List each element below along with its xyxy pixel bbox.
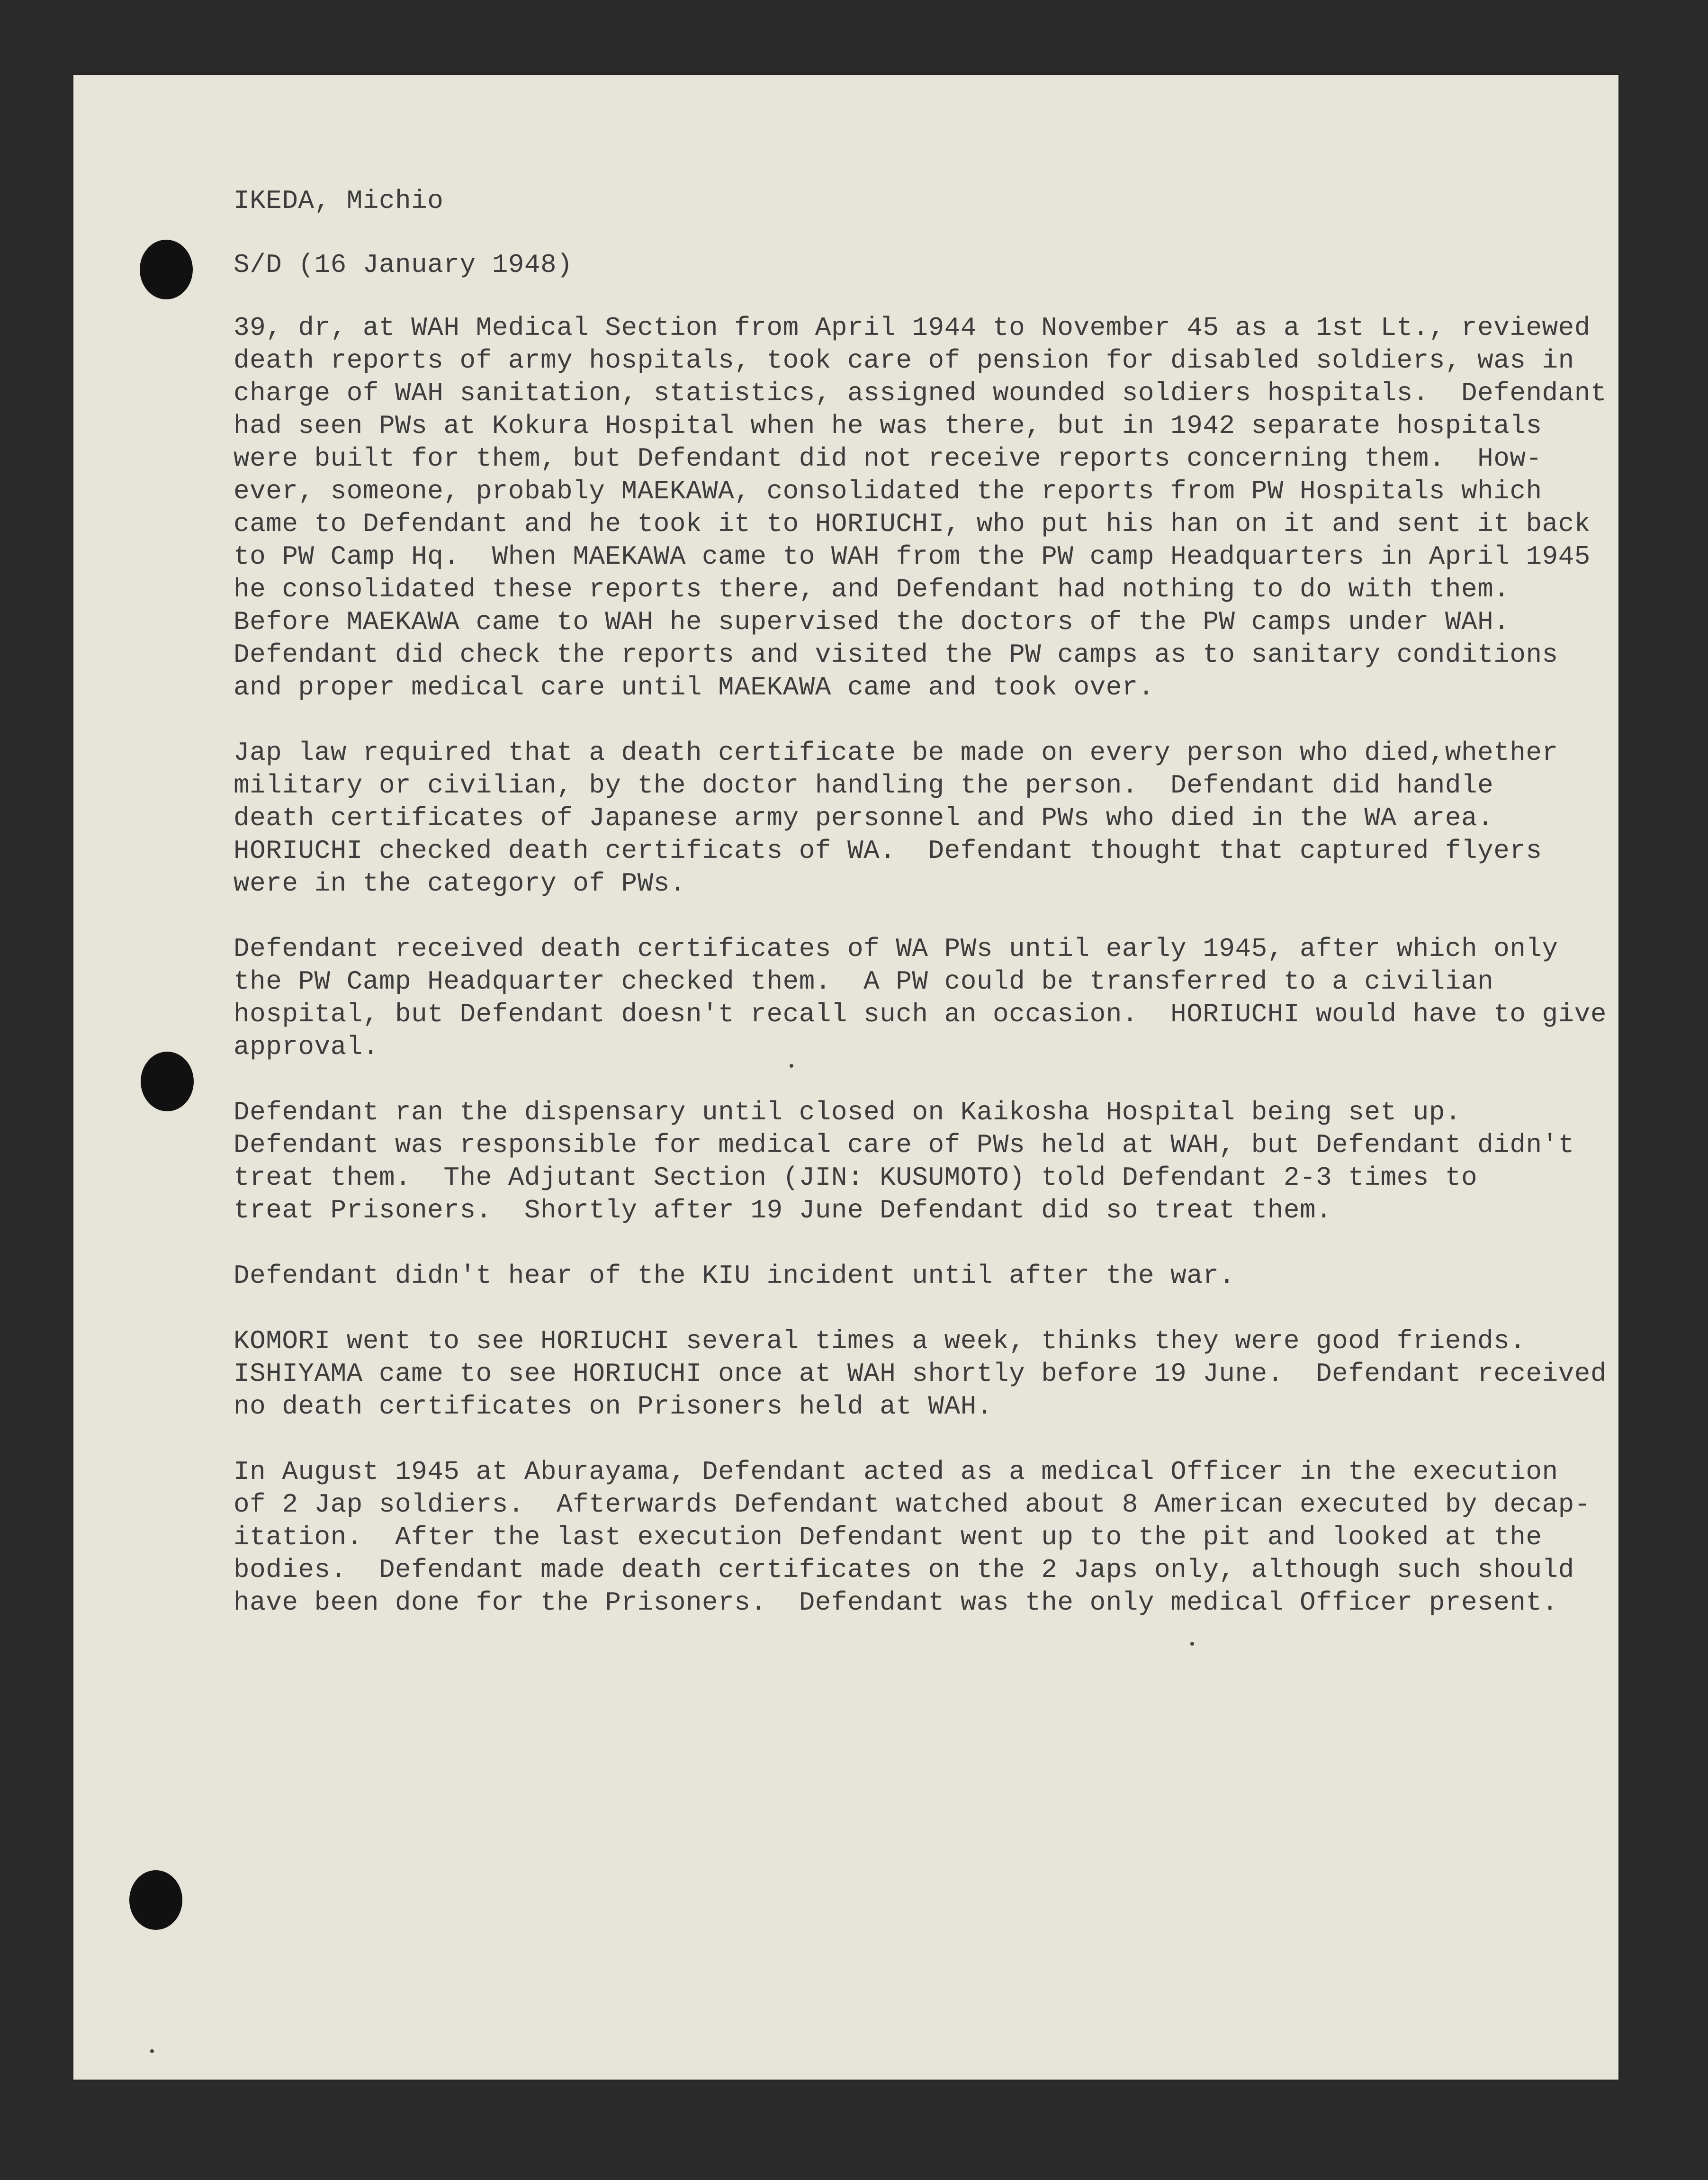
statement-paragraph: [234, 1456, 1598, 1619]
typed-text-body: [234, 185, 1607, 1652]
paper-speck: [150, 2049, 154, 2053]
text-line: HORIUCHI checked death certificats of WA. Defendant thought that captured flyers: [234, 836, 1542, 866]
text-line: treat them. The Adjutant Section (JIN: KUSUMOTO) told Defendant 2-3 times to: [234, 1162, 1478, 1193]
text-line: In August 1945 at Aburayama, Defendant acted as a medical Officer in the execution: [234, 1457, 1558, 1487]
text-line: ISHIYAMA came to see HORIUCHI once at WAH shortly before 19 June. Defendant received: [234, 1359, 1607, 1389]
text-line: Before MAEKAWA came to WAH he supervised the doctors of the PW camps under WAH.: [234, 607, 1510, 637]
statement-paragraph: [234, 1325, 1607, 1423]
text-line: treat Prisoners. Shortly after 19 June Defendant did so treat them.: [234, 1195, 1332, 1225]
text-line: Defendant didn't hear of the KIU incident until after the war.: [234, 1261, 1235, 1291]
text-line: no death certificates on Prisoners held at WAH.: [234, 1391, 993, 1422]
text-line: of 2 Jap soldiers. Afterwards Defendant watched about 8 American executed by decap-: [234, 1489, 1591, 1520]
text-line: to PW Camp Hq. When MAEKAWA came to WAH from the PW camp Headquarters in April 1945: [234, 541, 1591, 572]
punch-hole: [141, 1052, 194, 1111]
text-line: approval.: [234, 1032, 379, 1062]
text-line: ever, someone, probably MAEKAWA, consolidated the reports from PW Hospitals which: [234, 476, 1542, 506]
text-line: Defendant did check the reports and visited the PW camps as to sanitary conditions: [234, 640, 1558, 670]
text-line: Defendant ran the dispensary until closed on Kaikosha Hospital being set up.: [234, 1097, 1462, 1127]
text-line: 39, dr, at WAH Medical Section from April 1944 to November 45 as a 1st Lt., reviewed: [234, 313, 1591, 343]
punch-hole: [129, 1870, 182, 1930]
text-line: military or civilian, by the doctor handling the person. Defendant did handle: [234, 770, 1494, 801]
text-line: death reports of army hospitals, took care of pension for disabled soldiers, was in: [234, 345, 1574, 376]
text-line: death certificates of Japanese army personnel and PWs who died in the WA area.: [234, 803, 1494, 833]
statement-paragraph: [234, 312, 1607, 704]
punch-hole: [140, 240, 193, 299]
text-line: he consolidated these reports there, and Defendant had nothing to do with them.: [234, 574, 1510, 604]
text-line: bodies. Defendant made death certificates on the 2 Japs only, although such should: [234, 1555, 1574, 1585]
statement-paragraph: [234, 1260, 1598, 1292]
statement-date: S/D (16 January 1948): [234, 250, 573, 280]
statement-paragraph: [234, 933, 1607, 1063]
subject-name: IKEDA, Michio: [234, 186, 444, 216]
text-line: came to Defendant and he took it to HORIUCHI, who put his han on it and sent it back: [234, 509, 1591, 539]
statement-paragraph: [234, 737, 1598, 900]
text-line: itation. After the last execution Defendant went up to the pit and looked at the: [234, 1522, 1542, 1552]
text-line: Jap law required that a death certificate be made on every person who died,whether: [234, 738, 1558, 768]
text-line: KOMORI went to see HORIUCHI several times a week, thinks they were good friends.: [234, 1326, 1526, 1356]
text-line: charge of WAH sanitation, statistics, assigned wounded soldiers hospitals. Defendant: [234, 378, 1607, 408]
text-line: Defendant received death certificates of WA PWs until early 1945, after which only: [234, 934, 1558, 964]
text-line: the PW Camp Headquarter checked them. A PW could be transferred to a civilian: [234, 966, 1494, 997]
text-line: and proper medical care until MAEKAWA came and took over.: [234, 672, 1155, 703]
statement-paragraph: [234, 1096, 1598, 1227]
text-line: Defendant was responsible for medical care of PWs held at WAH, but Defendant didn't: [234, 1130, 1574, 1160]
text-line: had seen PWs at Kokura Hospital when he was there, but in 1942 separate hospitals: [234, 411, 1542, 441]
text-line: were in the category of PWs.: [234, 868, 686, 899]
text-line: have been done for the Prisoners. Defendant was the only medical Officer present.: [234, 1587, 1558, 1618]
text-line: were built for them, but Defendant did not receive reports concerning them. How-: [234, 443, 1542, 474]
text-line: hospital, but Defendant doesn't recall such an occasion. HORIUCHI would have to give: [234, 999, 1607, 1029]
document-page: [73, 75, 1618, 2080]
statement-paragraphs: [234, 312, 1607, 1619]
